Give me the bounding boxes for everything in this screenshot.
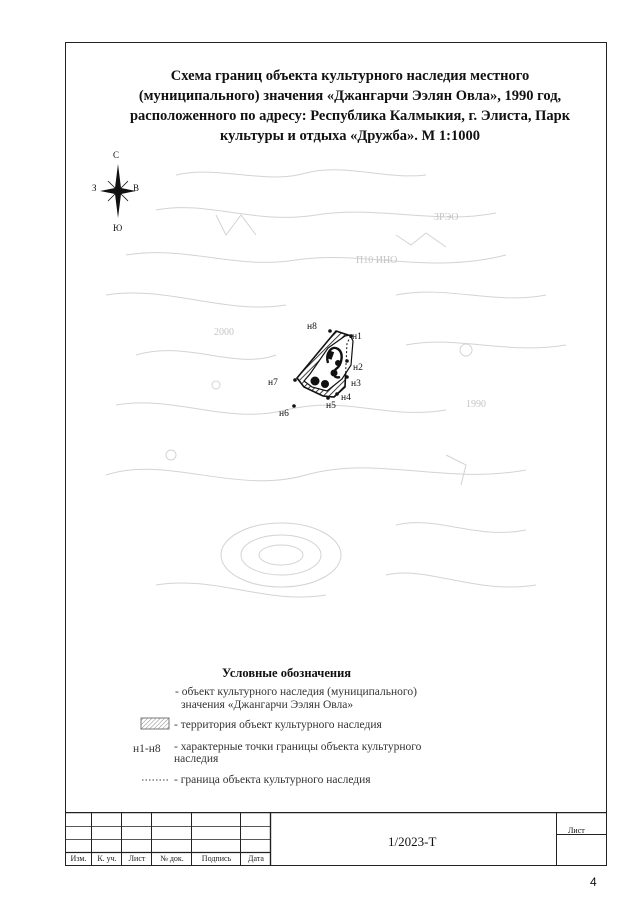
legend-territory-text: - территория объект культурного наследия [174, 719, 382, 731]
heritage-object [297, 331, 353, 397]
stamp-header-date: Дата [248, 854, 264, 863]
compass-south-label: Ю [113, 223, 123, 233]
legend-object-text-1: - объект культурного наследия (муниципального) [175, 686, 417, 698]
point-label-n6: н6 [279, 409, 289, 419]
basemap-label-4: 1990 [466, 399, 486, 410]
legend-points-symbol: н1-н8 [133, 743, 161, 755]
document-code: 1/2023-Т [388, 834, 437, 849]
point-label-n8: н8 [307, 322, 317, 332]
point-label-n4: н4 [341, 393, 351, 403]
legend-boundary-text: - граница объекта культурного наследия [174, 774, 371, 786]
page-number: 4 [590, 875, 597, 889]
point-label-n3: н3 [351, 379, 361, 389]
compass-north-label: С [113, 150, 120, 160]
stamp-header-izm: Изм. [70, 854, 87, 863]
compass-west-label: З [92, 183, 97, 193]
legend-boundary-swatch [140, 776, 170, 784]
point-label-n5: н5 [326, 401, 336, 411]
site-map [66, 155, 606, 660]
stamp-header-list: Лист [128, 854, 146, 863]
point-label-n7: н7 [268, 378, 278, 388]
legend-points-text-1: - характерные точки границы объекта культурного [174, 741, 422, 753]
title-line-2: (муниципального) значения «Джангарчи Ээлян Овла», 1990 год, [138, 88, 562, 104]
compass-east-label: В [133, 183, 140, 193]
point-label-n2: н2 [353, 363, 363, 373]
title-line-3: расположенного по адресу: Республика Калмыкия, г. Элиста, Парк [129, 108, 571, 124]
title-line-4: культуры и отдыха «Дружба». М 1:1000 [220, 128, 480, 144]
sheet-label: Лист [568, 826, 585, 835]
legend-object-text-2: значения «Джангарчи Ээлян Овла» [181, 699, 354, 711]
legend-territory-swatch [140, 717, 170, 731]
point-label-n1: н1 [352, 332, 362, 342]
basemap-label-1: ЗРЭО [434, 212, 459, 223]
stamp-header-signature: Подпись [201, 854, 232, 863]
legend-points-text-2: наследия [174, 753, 219, 765]
title-line-1: Схема границ объекта культурного наследия местного [170, 68, 530, 84]
basemap-label-2: П10 ИНО [356, 255, 398, 266]
basemap-label-3: 2000 [214, 327, 234, 338]
document-title [100, 66, 600, 146]
stamp-header-doc-no: № док. [160, 854, 184, 863]
stamp-header-k-uch: К. уч. [97, 854, 117, 863]
legend-title: Условные обозначения [222, 666, 352, 680]
